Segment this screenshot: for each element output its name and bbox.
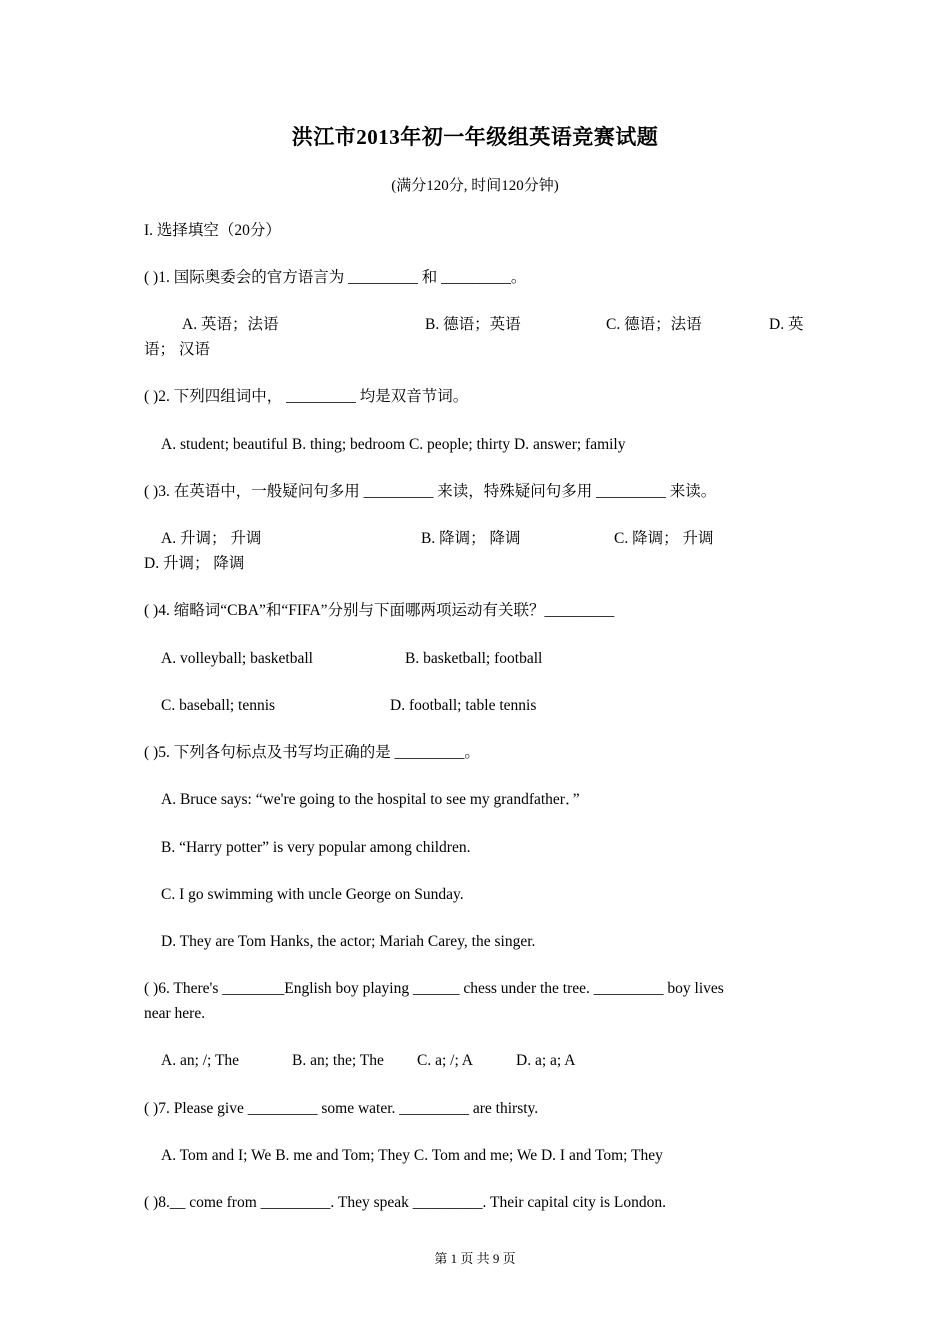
question-3-stem: ( )3. 在英语中，一般疑问句多用 _________ 来读，特殊疑问句多用 _________ 来读。 — [144, 483, 717, 500]
question-1-stem: ( )1. 国际奥委会的官方语言为 _________ 和 _________。 — [144, 269, 527, 286]
page-subtitle: (满分120分, 时间120分钟) — [391, 178, 559, 194]
question-7-options: A. Tom and I; We B. me and Tom; They C. Tom and me; We D. I and Tom; They — [161, 1147, 663, 1164]
question-5-stem: ( )5. 下列各句标点及书写均正确的是 _________。 — [144, 744, 480, 761]
question-8-stem: ( )8.__ come from _________. They speak _________. Their capital city is London. — [144, 1194, 667, 1211]
question-5-option-a: A. Bruce says: “we're going to the hospital to see my grandfather．” — [161, 791, 580, 808]
question-1-option-b: B. 德语；英语 — [425, 316, 521, 333]
question-3-option-b: B. 降调； 降调 — [421, 530, 521, 547]
question-1-option-d: D. 英 — [769, 316, 804, 333]
question-6-stem-cont: near here. — [144, 1005, 206, 1022]
question-3-option-c: C. 降调； 升调 — [614, 530, 714, 547]
page-footer: 第 1 页 共 9 页 — [434, 1251, 516, 1266]
question-4-option-a: A. volleyball; basketball — [161, 650, 313, 667]
question-3-option-a: A. 升调； 升调 — [161, 530, 262, 547]
question-5-option-c: C. I go swimming with uncle George on Sunday. — [161, 886, 464, 903]
question-6-option-c: C. a; /; A — [417, 1052, 473, 1069]
question-6-option-b: B. an; the; The — [292, 1052, 384, 1069]
section-heading: I. 选择填空（20分） — [144, 222, 281, 239]
question-5-option-b: B. “Harry potter” is very popular among children. — [161, 839, 471, 856]
question-4-option-b: B. basketball; football — [405, 650, 543, 667]
question-4-option-c: C. baseball; tennis — [161, 697, 276, 714]
question-4-stem: ( )4. 缩略词“CBA”和“FIFA”分别与下面哪两项运动有关联？_________ — [144, 602, 615, 619]
page-title: 洪江市2013年初一年级组英语竞赛试题 — [291, 125, 659, 149]
question-2-stem: ( )2. 下列四组词中， _________ 均是双音节词。 — [144, 388, 469, 405]
question-1-option-a: A. 英语；法语 — [182, 316, 279, 333]
question-1-option-d-cont: 语； 汉语 — [144, 341, 210, 358]
question-1-option-c: C. 德语；法语 — [606, 316, 702, 333]
question-2-options: A. student; beautiful B. thing; bedroom C. people; thirty D. answer; family — [161, 436, 626, 453]
question-7-stem: ( )7. Please give _________ some water. _________ are thirsty. — [144, 1100, 539, 1117]
question-6-stem: ( )6. There's ________English boy playing ______ chess under the tree. _________ boy lives — [144, 980, 724, 997]
question-6-option-d: D. a; a; A — [516, 1052, 576, 1069]
question-5-option-d: D. They are Tom Hanks, the actor; Mariah Carey, the singer. — [161, 933, 536, 950]
question-6-option-a: A. an; /; The — [161, 1052, 240, 1069]
question-4-option-d: D. football; table tennis — [390, 697, 537, 714]
question-3-option-d: D. 升调； 降调 — [144, 555, 245, 572]
